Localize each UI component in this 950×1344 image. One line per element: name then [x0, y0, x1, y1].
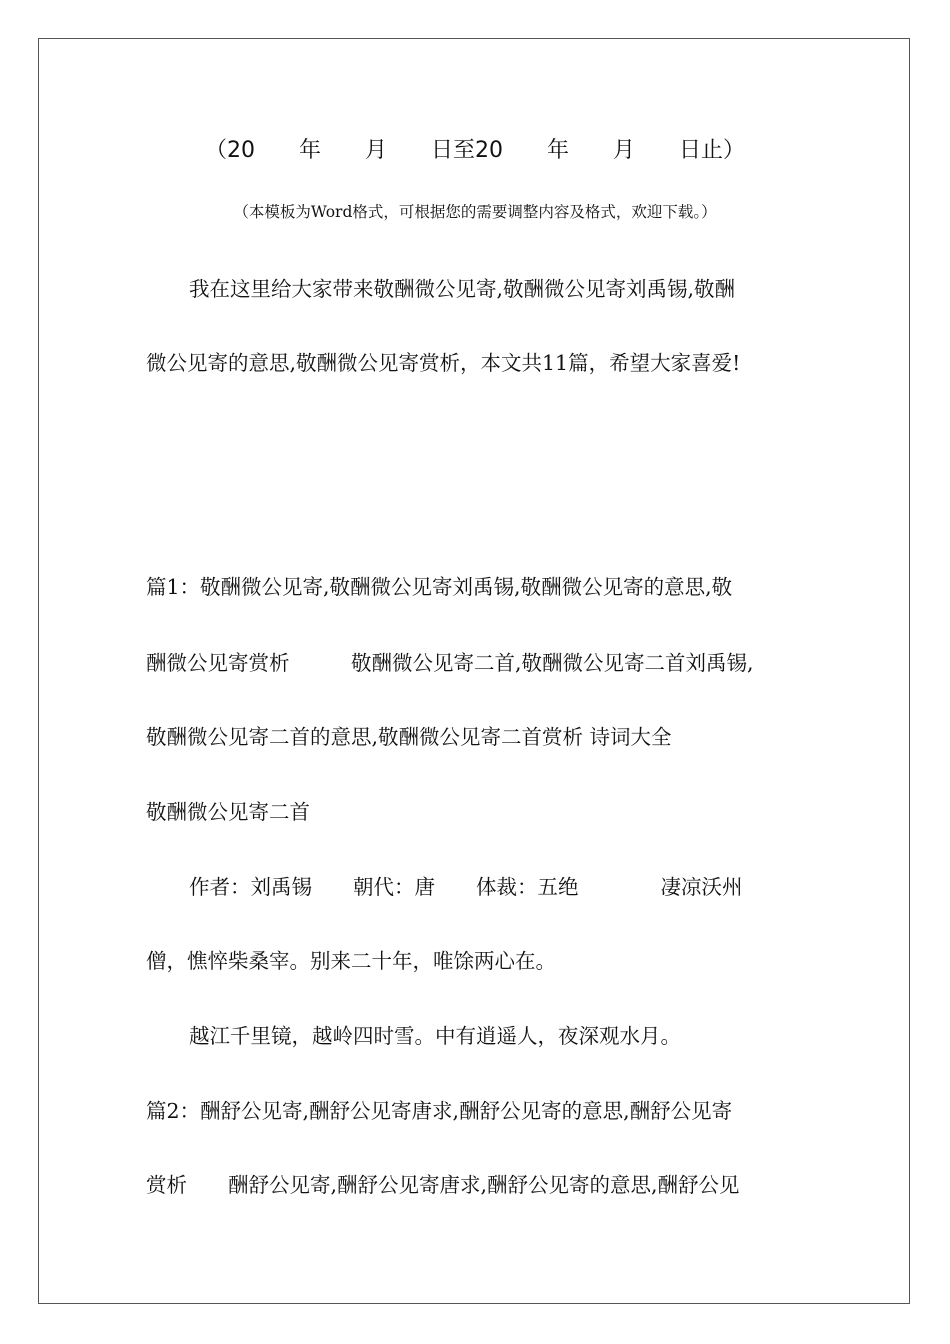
article-1-title-line-1: 篇1：敬酬微公见寄,敬酬微公见寄刘禹锡,敬酬微公见寄的意思,敬: [146, 575, 733, 599]
template-note: （本模板为Word格式，可根据您的需要调整内容及格式，欢迎下载。）: [233, 203, 717, 221]
article-2-title-line-2: 赏析 酬舒公见寄,酬舒公见寄唐求,酬舒公见寄的意思,酬舒公见: [146, 1173, 740, 1197]
date-range-heading: （20 年 月 日至20 年 月 日止）: [205, 138, 745, 163]
poem-meta-line: 作者：刘禹锡 朝代：唐 体裁：五绝 凄凉沃州: [189, 875, 743, 899]
poem-verse-line-2: 越江千里镜，越岭四时雪。中有逍遥人，夜深观水月。: [189, 1024, 681, 1048]
article-2-title-line-1: 篇2：酬舒公见寄,酬舒公见寄唐求,酬舒公见寄的意思,酬舒公见寄: [146, 1099, 733, 1123]
article-1-title-line-2: 酬微公见寄赏析 敬酬微公见寄二首,敬酬微公见寄二首刘禹锡,: [146, 651, 754, 675]
poem-title: 敬酬微公见寄二首: [146, 800, 310, 824]
poem-verse-line-1: 僧，憔悴柴桑宰。别来二十年，唯馀两心在。: [146, 949, 556, 973]
intro-line-1: 我在这里给大家带来敬酬微公见寄,敬酬微公见寄刘禹锡,敬酬: [189, 277, 736, 301]
article-1-title-line-3: 敬酬微公见寄二首的意思,敬酬微公见寄二首赏析 诗词大全: [146, 725, 672, 749]
intro-line-2: 微公见寄的意思,敬酬微公见寄赏析，本文共11篇，希望大家喜爱!: [146, 351, 741, 375]
